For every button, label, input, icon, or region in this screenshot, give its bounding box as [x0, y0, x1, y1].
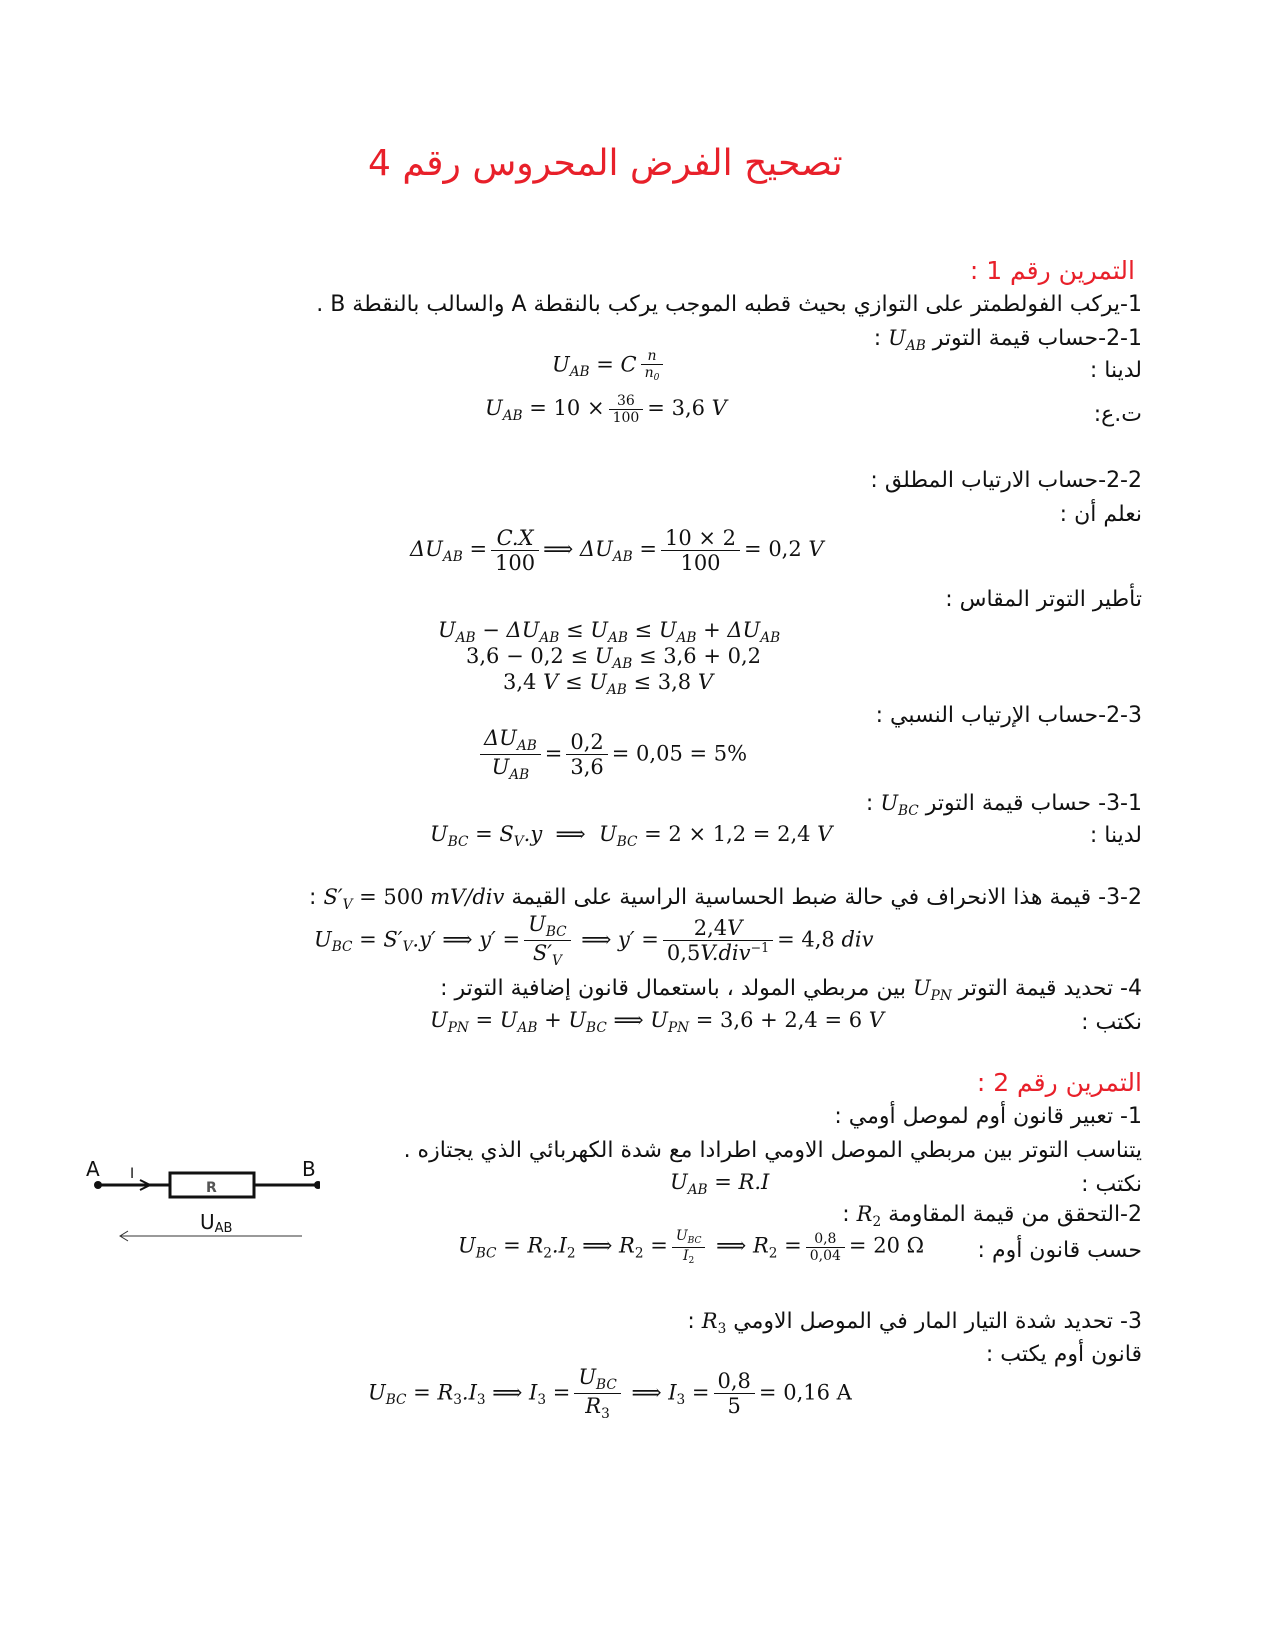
- ex1-question-1: 1-يركب الفولطمتر على التوازي بحيث قطبه الموجب يركب بالنقطة A والسالب بالنقطة B .: [316, 292, 1142, 317]
- ex2-question-1: 1- تعبير قانون أوم لموصل أومي :: [834, 1104, 1142, 1129]
- eq-framing-1: $U_{AB} - \Delta U_{AB} \le U_{AB} \le U_{AB} + \Delta U_{AB}$: [438, 618, 781, 646]
- eq-framing-3: 3,4 $V \le U_{AB} \le 3,8$ V: [503, 670, 714, 698]
- ex2-question-2: 2-التحقق من قيمة المقاومة $R_2$ :: [842, 1202, 1142, 1230]
- label-r: R: [206, 1180, 217, 1196]
- eq-upn: $U_{PN} = U_{AB} + U_{BC}$ ⟹ $U_{PN} = 3,6 + 2,4 = 6$ V: [430, 1008, 884, 1036]
- ex1-ta: ت.ع:: [1093, 402, 1142, 427]
- eq-framing-2: $3,6 - 0,2 \le U_{AB} \le 3,6 + 0,2$: [466, 644, 762, 672]
- ex2-question-3: 3- تحديد شدة التيار المار في الموصل الاومي $R_3$ :: [687, 1309, 1142, 1337]
- eq-uab-formula: $U_{AB} = C$ $\frac{n}{n_0}$: [552, 348, 667, 384]
- ex2-naktub: نكتب :: [1081, 1172, 1142, 1197]
- ex1-naalam: نعلم أن :: [1059, 502, 1142, 527]
- ex1-ladayna: لدينا :: [1089, 358, 1142, 383]
- ex1-question-3-1: 3-1- حساب قيمة التوتر $U_{BC}$ :: [865, 791, 1142, 819]
- circuit-svg: [80, 1150, 320, 1250]
- circuit-diagram: [80, 1150, 320, 1250]
- eq-r2: $U_{BC} = R_2.I_2$ ⟹ $R_2$ = $\frac{U_{BC}}{I_2}$ ⟹ $R_2$ = $\frac{0,8}{0,04}$ = 20 Ω: [458, 1228, 925, 1266]
- label-a: A: [86, 1157, 100, 1181]
- ex1-question-4: 4- تحديد قيمة التوتر $U_{PN}$ بين مربطي المولد ، باستعمال قانون إضافية التوتر :: [440, 976, 1142, 1004]
- eq-deviation: $U_{BC} = S'_V.y'$ ⟹ y′ = $\frac{U_{BC}}{S'_V}$ ⟹ y′ = $\frac{2,4V}{0,5V.div^{-1}}$ = 4,8 div: [314, 912, 874, 970]
- eq-relative-uncertainty: $\frac{\Delta U_{AB}}{U_{AB}}$ = $\frac{0,2}{3,6}$ = 0,05 = 5%: [476, 726, 747, 784]
- ex1-question-2-1: [874, 326, 1142, 354]
- eq-i3: $U_{BC} = R_3.I_3$ ⟹ $I_3$ = $\frac{U_{BC}}{R_3}$ ⟹ $I_3$ = $\frac{0,8}{5}$ = 0,16 A: [368, 1365, 852, 1423]
- eq-ohm: $U_{AB} = R.I$: [670, 1170, 770, 1198]
- node-b: [314, 1181, 320, 1189]
- ex1-question-2-3: 2-3-حساب الإرتياب النسبي :: [875, 703, 1142, 728]
- eq-uab-numeric: $U_{AB} = 10$ × $\frac{36}{100}$ = 3,6 V: [485, 393, 727, 427]
- page-title: تصحيح الفرض المحروس رقم 4: [368, 143, 843, 184]
- eq-ubc: $U_{BC} = S_V.y$ ⟹ $U_{BC} = 2 \times 1,2 = 2,4$ V: [430, 822, 833, 850]
- node-a: [94, 1181, 102, 1189]
- ex1-question-2-2: 2-2-حساب الارتياب المطلق :: [870, 468, 1142, 493]
- exercise-2-heading: التمرين رقم 2 :: [976, 1068, 1142, 1097]
- ex2-ohm-text: يتناسب التوتر بين مربطي الموصل الاومي اطرادا مع شدة الكهربائي الذي يجتازه .: [403, 1138, 1142, 1163]
- ex2-ohm-law: قانون أوم يكتب :: [985, 1342, 1142, 1367]
- ex1-framing: تأطير التوتر المقاس :: [945, 587, 1142, 612]
- q21-var: $U_{AB}$: [888, 326, 926, 354]
- label-u: UAB: [200, 1210, 233, 1236]
- eq-delta-uab: $\Delta U_{AB}$ = $\frac{C.X}{100}$ ⟹ $\Delta U_{AB}$ = $\frac{10 \times 2}{100}$ = 0,2 V: [410, 526, 824, 576]
- label-b: B: [302, 1157, 316, 1181]
- label-i: I: [130, 1166, 135, 1182]
- ex1-naktub: نكتب :: [1081, 1010, 1142, 1035]
- ex1-question-3-2: 3-2- قيمة هذا الانحراف في حالة ضبط الحساسية الراسية على القيمة $S'_V = 500$ mV/div :: [309, 885, 1142, 913]
- q21-text: 2-1-حساب قيمة التوتر: [932, 326, 1142, 351]
- ex1-ladayna-2: لدينا :: [1089, 823, 1142, 848]
- ex2-hasb: حسب قانون أوم :: [977, 1238, 1142, 1263]
- exercise-1-heading: التمرين رقم 1 :: [969, 256, 1135, 285]
- q21-colon: :: [873, 326, 882, 351]
